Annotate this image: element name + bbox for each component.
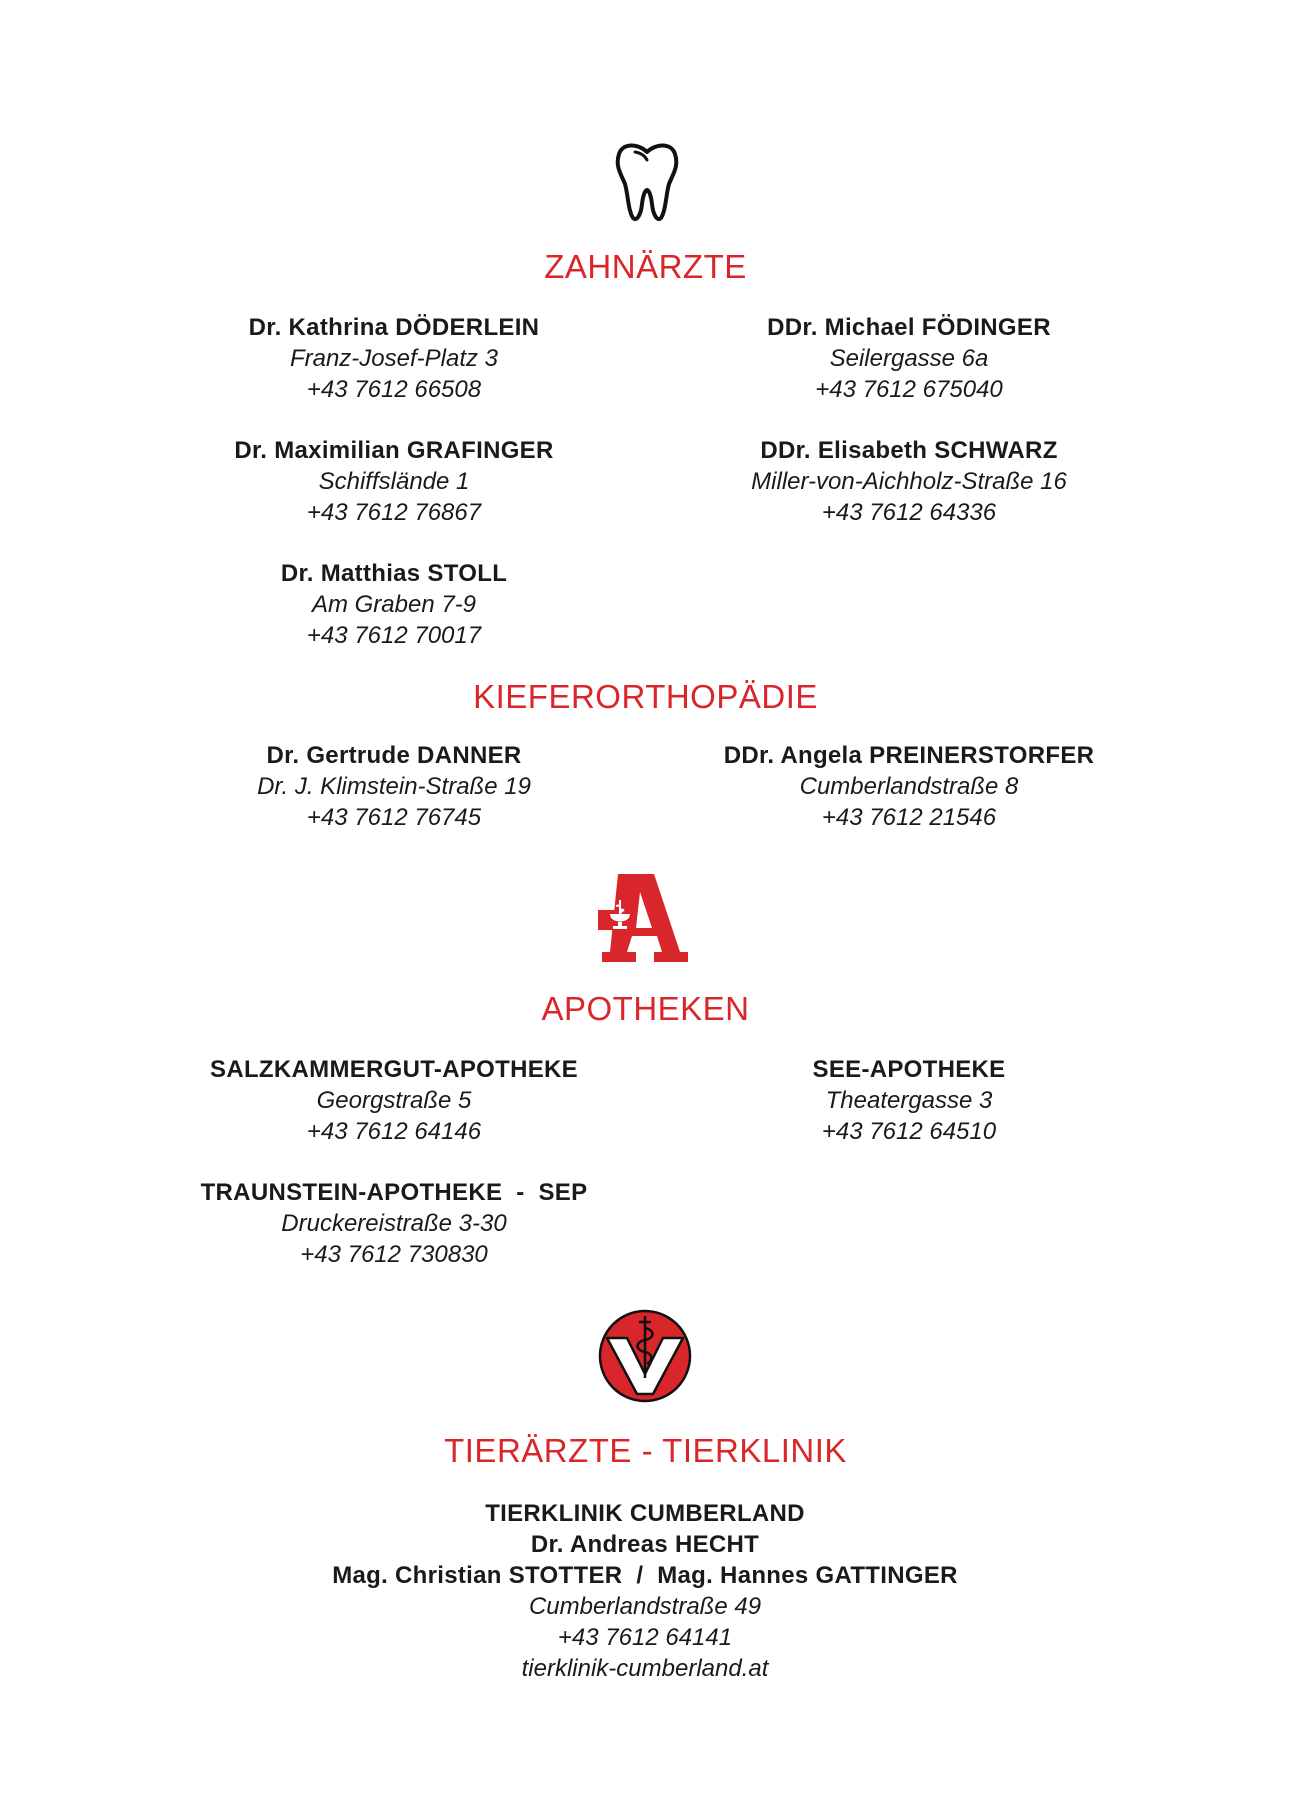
entry-address: Schiffslände 1 <box>318 468 470 495</box>
section-title-vets: TIERÄRZTE - TIERKLINIK <box>444 1432 847 1469</box>
entry-phone[interactable]: +43 7612 730830 <box>300 1241 488 1268</box>
entry-name: Dr. Matthias STOLL <box>280 560 508 587</box>
entry-phone[interactable]: +43 7612 66508 <box>306 376 482 403</box>
entry-phone[interactable]: +43 7612 675040 <box>815 376 1003 403</box>
entry-address: Druckereistraße 3-30 <box>281 1210 507 1237</box>
clinic-doctor: Dr. Andreas HECHT <box>530 1531 760 1558</box>
entry-name: DDr. Michael FÖDINGER <box>767 314 1051 341</box>
pharmacy-entry <box>164 1177 624 1270</box>
entry-phone[interactable]: +43 7612 21546 <box>821 804 997 831</box>
entry-address: Theatergasse 3 <box>825 1087 993 1114</box>
entry-address: Seilergasse 6a <box>829 345 989 372</box>
entry-name: Dr. Gertrude DANNER <box>266 742 522 769</box>
entry-address: Dr. J. Klimstein-Straße 19 <box>257 773 531 800</box>
entry-name: DDr. Angela PREINERSTORFER <box>723 742 1095 769</box>
section-title-pharmacies: APOTHEKEN <box>541 990 750 1027</box>
orthodontist-entry <box>164 740 624 833</box>
entry-phone[interactable]: +43 7612 64510 <box>821 1118 997 1145</box>
entry-name: DDr. Elisabeth SCHWARZ <box>760 437 1058 464</box>
entry-phone[interactable]: +43 7612 64336 <box>821 499 997 526</box>
veterinary-v-icon <box>597 1308 693 1404</box>
section-title-orthodontics: KIEFERORTHOPÄDIE <box>473 678 818 715</box>
entry-name: Dr. Kathrina DÖDERLEIN <box>248 314 540 341</box>
entry-phone[interactable]: +43 7612 76745 <box>306 804 482 831</box>
vet-clinic-entry <box>245 1498 1045 1684</box>
entry-address: Georgstraße 5 <box>316 1087 472 1114</box>
entry-address: Franz-Josef-Platz 3 <box>289 345 499 372</box>
orthodontist-entry <box>679 740 1139 833</box>
entry-name: SALZKAMMERGUT-APOTHEKE <box>210 1056 578 1083</box>
pharmacy-entry <box>679 1054 1139 1147</box>
entry-phone[interactable]: +43 7612 64141 <box>557 1624 733 1651</box>
tooth-icon <box>613 140 681 222</box>
entry-name: SEE-APOTHEKE <box>812 1056 1006 1083</box>
entry-address: Cumberlandstraße 8 <box>799 773 1019 800</box>
dentist-entry <box>679 312 1139 405</box>
entry-address: Cumberlandstraße 49 <box>528 1593 762 1620</box>
dentist-entry <box>164 558 624 651</box>
dentist-entry <box>679 435 1139 528</box>
entry-address: Am Graben 7-9 <box>311 591 477 618</box>
dentist-entry <box>164 312 624 405</box>
pharmacy-entry <box>164 1054 624 1147</box>
clinic-website-link[interactable]: tierklinik-cumberland.at <box>521 1655 769 1682</box>
clinic-doctors: Mag. Christian STOTTER / Mag. Hannes GATTINGER <box>332 1562 958 1589</box>
pharmacy-a-icon <box>596 870 692 966</box>
entry-phone[interactable]: +43 7612 76867 <box>306 499 482 526</box>
entry-name: Dr. Maximilian GRAFINGER <box>234 437 554 464</box>
dentist-entry <box>164 435 624 528</box>
clinic-name: TIERKLINIK CUMBERLAND <box>485 1500 805 1527</box>
entry-address: Miller-von-Aichholz-Straße 16 <box>751 468 1067 495</box>
entry-phone[interactable]: +43 7612 70017 <box>306 622 482 649</box>
section-title-dentists: ZAHNÄRZTE <box>544 248 747 285</box>
entry-name: TRAUNSTEIN-APOTHEKE - SEP <box>200 1179 588 1206</box>
entry-phone[interactable]: +43 7612 64146 <box>306 1118 482 1145</box>
